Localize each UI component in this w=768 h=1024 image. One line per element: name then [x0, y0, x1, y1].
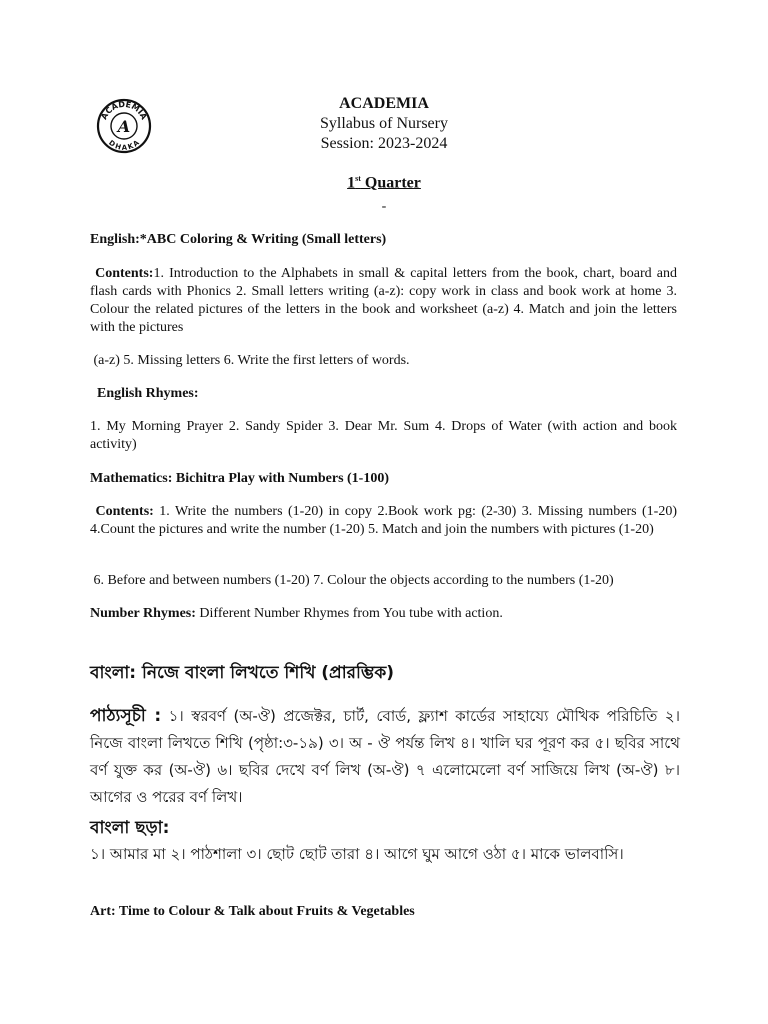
quarter-number: 1	[347, 174, 356, 192]
english-contents-label: Contents:	[95, 266, 154, 281]
bangla-rhymes-title: বাংলা ছড়া:	[90, 818, 170, 838]
math-contents-text: 1. Write the numbers (1-20) in copy 2.Book work pg: (2-30) 3. Missing numbers (1-20) 4.Count the pictures and write the number (1-20) 5. Match and join the numbers with pictures (1-20)	[90, 504, 677, 537]
syllabus-title: Syllabus of Nursery	[320, 115, 448, 132]
english-rhymes-list: 1. My Morning Prayer 2. Sandy Spider 3. Dear Mr. Sum 4. Drops of Water (with action and book activity)	[90, 419, 677, 452]
math-contents	[90, 503, 677, 539]
dash-separator: -	[381, 199, 387, 214]
svg-text:DHAKA: DHAKA	[107, 138, 141, 152]
academia-logo	[96, 98, 152, 154]
english-title: English:*ABC Coloring & Writing (Small letters)	[90, 232, 387, 247]
bangla-title: বাংলা: নিজে বাংলা লিখতে শিখি (প্রারম্ভিক)	[90, 663, 394, 683]
english-contents-cont-text: (a-z) 5. Missing letters 6. Write the first letters of words.	[93, 353, 410, 368]
english-rhymes-title	[90, 385, 677, 403]
quarter-heading	[234, 174, 534, 192]
bangla-contents-label: পাঠ্যসূচী :	[90, 706, 162, 726]
math-contents-continued	[90, 572, 677, 590]
session-label: Session: 2023-2024	[320, 135, 448, 152]
svg-text:ACADEMIA: ACADEMIA	[99, 99, 149, 122]
math-title: Mathematics: Bichitra Play with Numbers (1-100)	[90, 471, 390, 486]
quarter-word: Quarter	[360, 174, 421, 192]
svg-text:A: A	[117, 117, 131, 136]
art-title: Art: Time to Colour & Talk about Fruits & Vegetables	[90, 904, 415, 919]
bangla-contents-text: ১। স্বরবর্ণ (অ-ঔ) প্রজেক্টর, চার্ট, বোর্ড, ফ্ল্যাশ কার্ডের সাহায্যে মৌখিক পরিচিতি ২। নিজে বাংলা লিখতে শিখি (পৃষ্ঠা:৩-১৯) ৩। অ - ঔ পর্যন্ত লিখ ৪। খালি ঘর পূরণ কর ৫। ছবির সাথে বর্ণ যুক্ত কর (অ-ঔ) ৬। ছবির দেখে বর্ণ লিখ (অ-ঔ) ৭ এলোমেলো বর্ণ সাজিয়ে লিখ (অ-ঔ) ৮। আগের ও পরের বর্ণ লিখ।	[90, 707, 680, 806]
english-contents-continued	[90, 352, 677, 370]
document-header	[234, 94, 534, 154]
number-rhymes-label: Number Rhymes:	[90, 606, 196, 621]
english-rhymes-label: English Rhymes:	[97, 386, 199, 401]
school-name: ACADEMIA	[339, 95, 429, 112]
math-contents-label: Contents:	[95, 504, 154, 519]
math-contents-cont-text: 6. Before and between numbers (1-20) 7. Colour the objects according to the numbers (1-20)	[93, 573, 614, 588]
number-rhymes-text: Different Number Rhymes from You tube with action.	[195, 606, 503, 621]
quarter-suffix: st	[355, 174, 361, 183]
number-rhymes	[90, 605, 677, 623]
english-contents	[90, 265, 677, 337]
bangla-contents	[90, 703, 680, 811]
bangla-rhymes-list: ১। আমার মা ২। পাঠশালা ৩। ছোট ছোট তারা ৪। আগে ঘুম আগে ওঠা ৫। মাকে ভালবাসি।	[90, 845, 624, 863]
english-contents-text: 1. Introduction to the Alphabets in small & capital letters from the book, chart, board and flash cards with Phonics 2. Small letters writing (a-z): copy work in class and book work at home 3. Colour the related pictures of the letters in the book and worksheet (a-z) 4. Match and join the letters with the pictures	[90, 266, 677, 335]
